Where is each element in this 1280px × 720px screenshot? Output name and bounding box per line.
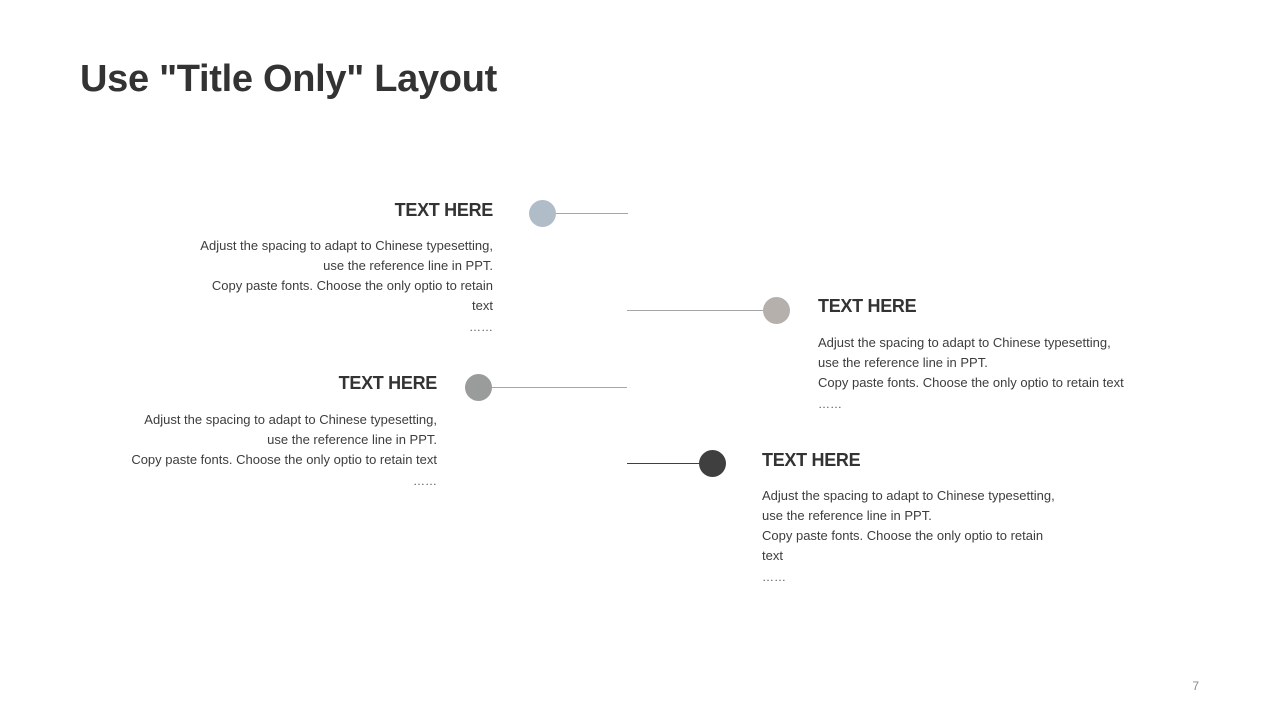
- item-2-ellipsis: ……: [818, 397, 842, 411]
- item-3-body: [131, 410, 437, 492]
- slide-title: Use "Title Only" Layout: [80, 58, 497, 100]
- item-1-line-1: Adjust the spacing to adapt to Chinese typesetting,: [200, 238, 493, 253]
- item-3-connector: [492, 387, 627, 388]
- item-2-line-2: use the reference line in PPT.: [818, 355, 988, 370]
- item-1-ellipsis: ……: [469, 320, 493, 334]
- item-1-line-3: Copy paste fonts. Choose the only optio to retain: [211, 278, 493, 293]
- item-3-marker: [465, 374, 492, 401]
- page-number: 7: [1192, 679, 1199, 693]
- item-3-ellipsis: ……: [413, 474, 437, 488]
- item-2-body: [818, 333, 1124, 415]
- item-4-line-2: use the reference line in PPT.: [762, 508, 932, 523]
- item-1-line-2: use the reference line in PPT.: [323, 258, 493, 273]
- item-4-line-4: text: [762, 548, 783, 563]
- item-2-connector: [627, 310, 763, 311]
- item-2-marker: [763, 297, 790, 324]
- item-3-line-3: Copy paste fonts. Choose the only optio to retain text: [131, 452, 437, 467]
- item-1-body: [200, 236, 493, 338]
- item-1-line-4: text: [472, 298, 493, 313]
- item-2-line-1: Adjust the spacing to adapt to Chinese typesetting,: [818, 335, 1111, 350]
- item-1-connector: [556, 213, 628, 214]
- item-4-connector: [627, 463, 700, 464]
- item-2-line-3: Copy paste fonts. Choose the only optio to retain text: [818, 375, 1124, 390]
- item-4-marker: [699, 450, 726, 477]
- item-3-line-1: Adjust the spacing to adapt to Chinese typesetting,: [144, 412, 437, 427]
- item-2-title: TEXT HERE: [818, 296, 917, 316]
- item-4-line-3: Copy paste fonts. Choose the only optio to retain: [762, 528, 1044, 543]
- item-3-title: TEXT HERE: [338, 373, 437, 393]
- item-4-ellipsis: ……: [762, 570, 786, 584]
- item-3-line-2: use the reference line in PPT.: [267, 432, 437, 447]
- item-4-body: [762, 486, 1055, 588]
- item-1-marker: [529, 200, 556, 227]
- item-4-line-1: Adjust the spacing to adapt to Chinese typesetting,: [762, 488, 1055, 503]
- item-1-title: TEXT HERE: [394, 200, 493, 220]
- item-4-title: TEXT HERE: [762, 450, 861, 470]
